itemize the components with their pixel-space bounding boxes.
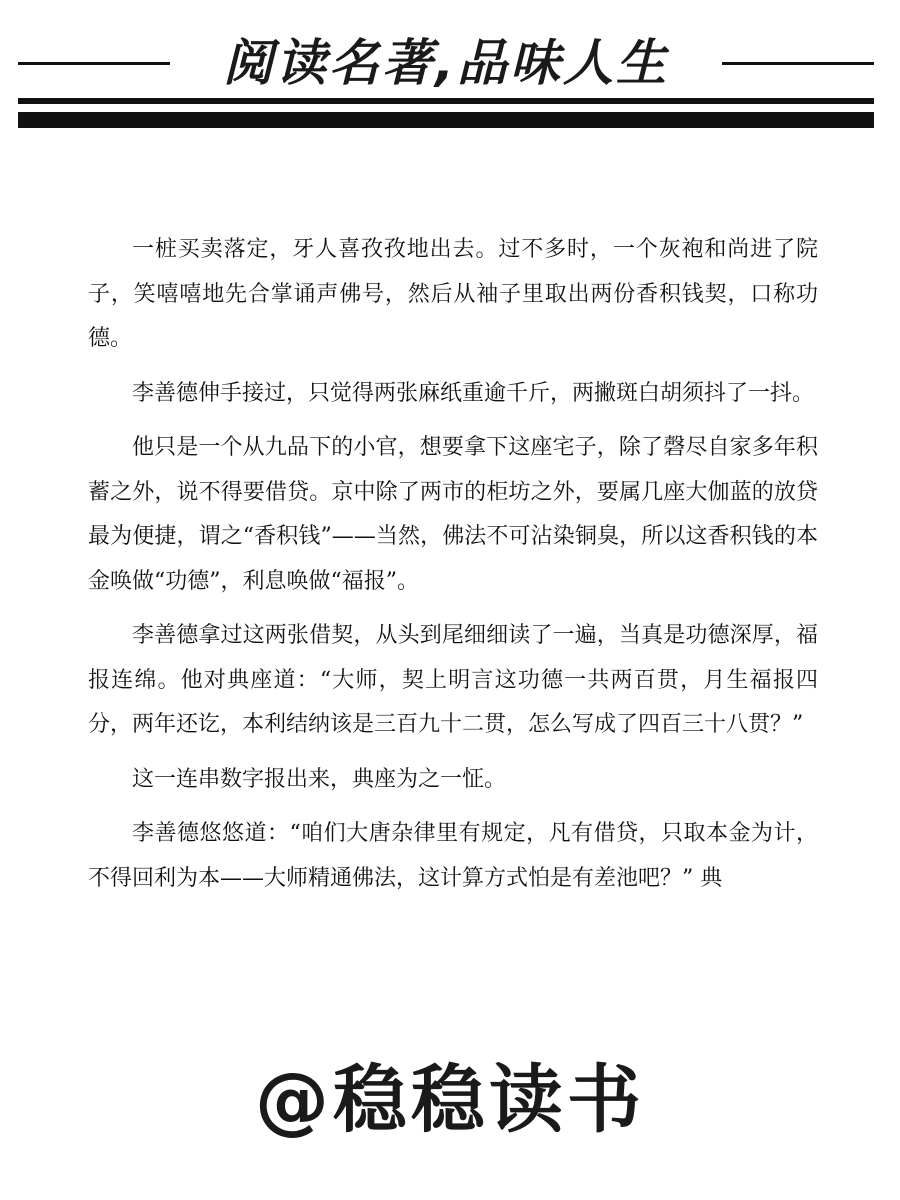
paragraph: 这一连串数字报出来，典座为之一怔。 [132, 766, 507, 792]
title-left-line [18, 62, 170, 65]
paragraph: 李善德拿过这两张借契，从头到尾细细读了一遍，当真是功德深厚，福报连绵。他对典座道：“大师，契上明言这功德一共两百贯，月生福报四分，两年还讫，本利结纳该是三百九十二贯，怎么写成了四百三十八贯？” [88, 623, 818, 737]
paragraph: 一桩买卖落定，牙人喜孜孜地出去。过不多时，一个灰袍和尚进了院子，笑嘻嘻地先合掌诵声佛号，然后从袖子里取出两份香积钱契，口称功德。 [88, 237, 818, 351]
footer-watermark: @稳稳读书 [255, 1057, 645, 1143]
paragraph: 李善德悠悠道：“咱们大唐杂律里有规定，凡有借贷，只取本金为计，不得回利为本——大师精通佛法，这计算方式怕是有差池吧？” 典 [88, 821, 818, 891]
header-thick-rule [18, 112, 874, 128]
paragraph: 他只是一个从九品下的小官，想要拿下这座宅子，除了磬尽自家多年积蓄之外，说不得要借贷。京中除了两市的柜坊之外，要属几座大伽蓝的放贷最为便捷，谓之“香积钱”——当然，佛法不可沾染铜臭，所以这香积钱的本金唤做“功德”，利息唤做“福报”。 [88, 435, 818, 594]
page-header [18, 28, 874, 132]
title-right-line [722, 62, 874, 65]
header-title: 阅读名著,品味人生 [223, 34, 669, 92]
paragraph: 李善德伸手接过，只觉得两张麻纸重逾千斤，两撇斑白胡须抖了一抖。 [132, 380, 815, 406]
header-thin-rule [18, 98, 874, 104]
article-body [88, 228, 818, 911]
